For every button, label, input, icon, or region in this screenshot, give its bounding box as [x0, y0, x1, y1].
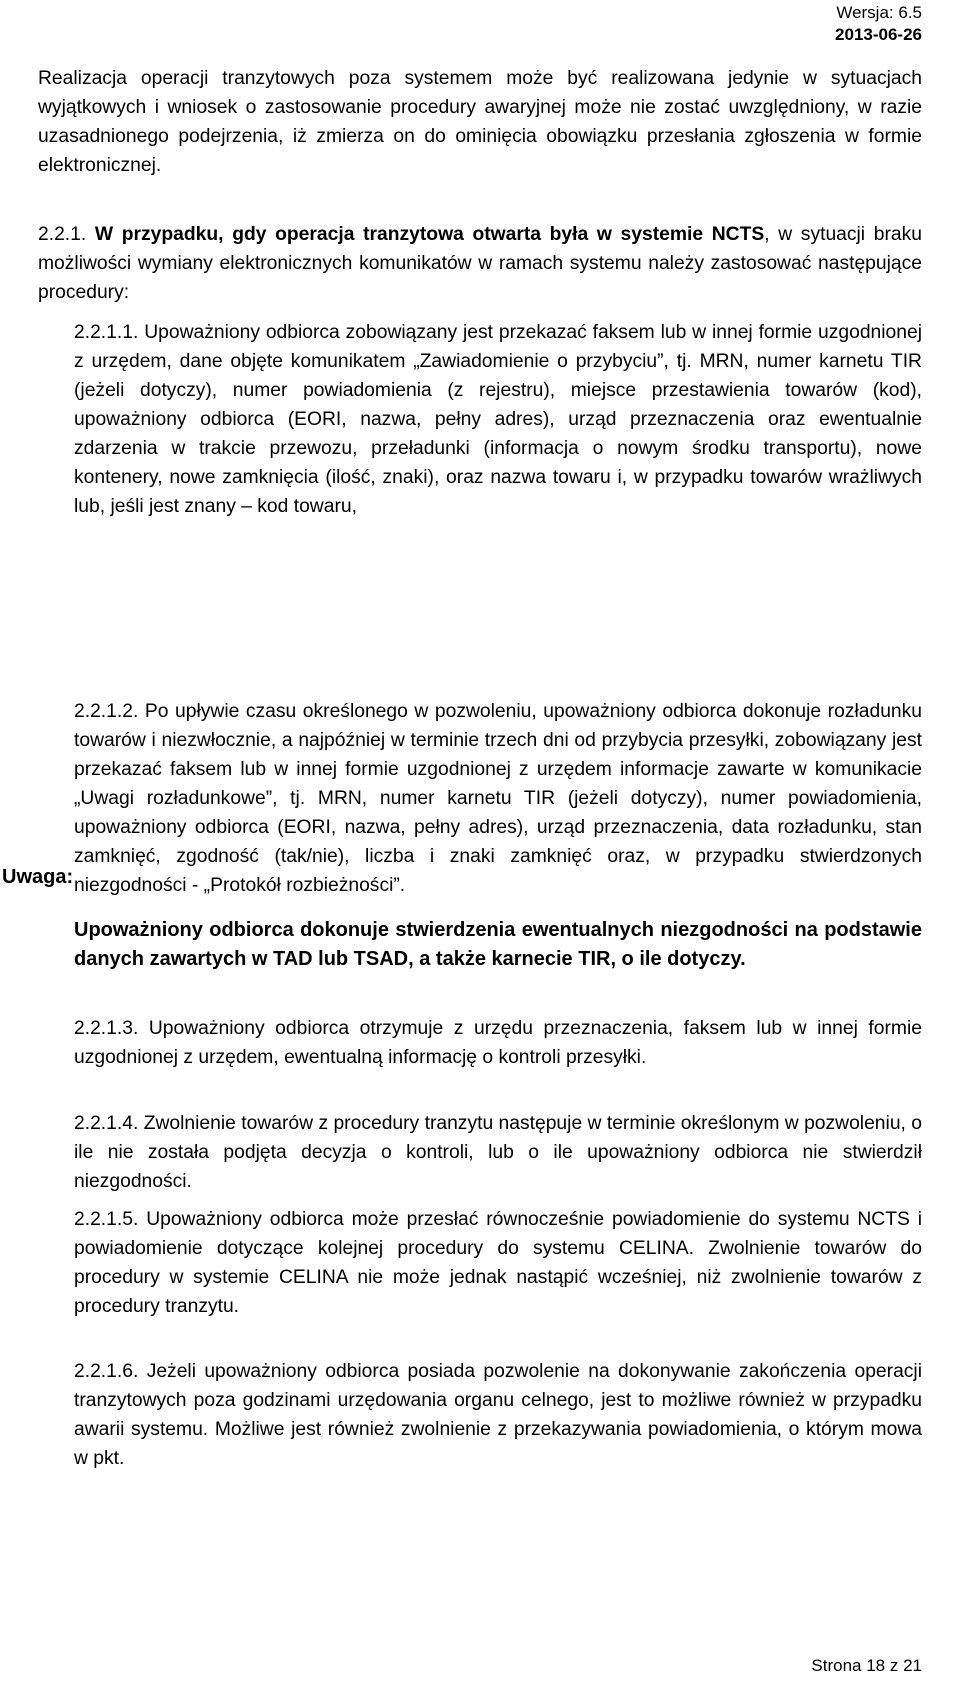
item-number: 2.2.1.2.	[74, 701, 139, 722]
section-2-2-1	[38, 220, 922, 307]
item-2-2-1-5	[74, 1205, 922, 1321]
item-2-2-1-4	[74, 1109, 922, 1196]
section-heading-bold: W przypadku, gdy operacja tranzytowa otwarta była w systemie NCTS	[94, 224, 765, 245]
item-number: 2.2.1.5.	[74, 1209, 139, 1230]
item-2-2-1-2	[74, 697, 922, 900]
item-2-2-1-3	[74, 1014, 922, 1072]
section-number: 2.2.1.	[38, 224, 87, 245]
item-number: 2.2.1.3.	[74, 1018, 139, 1039]
item-text: Jeżeli upoważniony odbiorca posiada pozwolenie na dokonywanie zakończenia operacji tranzytowych poza godzinami urzędowania organu celnego, jest to możliwe również w przypadku awarii systemu. Możliwe jest również zwolnienie z przekazywania powiadomienia, o którym mowa w pkt.	[74, 1361, 923, 1469]
intro-paragraph: Realizacja operacji tranzytowych poza systemem może być realizowana jedynie w sytuacjach wyjątkowych i wniosek o zastosowanie procedury awaryjnej może nie zostać uwzględniony, w razie uzasadnionego podejrzenia, iż zmierza on do ominięcia obowiązku przesłania zgłoszenia w formie elektronicznej.	[38, 68, 922, 176]
item-2-2-1-1	[74, 318, 922, 521]
item-text: Po upływie czasu określonego w pozwoleniu, upoważniony odbiorca dokonuje rozładunku towarów i niezwłocznie, a najpóźniej w terminie trzech dni od przybycia przesyłki, zobowiązany jest przekazać faksem lub w innej formie uzgodnionej z urzędem informacje zawarte w komunikacie „Uwagi rozładunkowe”, tj. MRN, numer karnetu TIR (jeżeli dotyczy), numer powiadomienia, upoważniony odbiorca (EORI, nazwa, pełny adres), urząd przeznaczenia, data rozładunku, stan zamknięć, zgodność (tak/nie), liczba i znaki zamknięć oraz, w przypadku stwierdzonych niezgodności - „Protokół rozbieżności”.	[74, 701, 923, 896]
item-text: Upoważniony odbiorca otrzymuje z urzędu przeznaczenia, faksem lub w innej formie uzgodnionej z urzędem, ewentualną informację o kontroli przesyłki.	[74, 1018, 922, 1068]
section-text: , w sytuacji braku możliwości wymiany elektronicznych komunikatów w ramach systemu należy zastosować następujące procedury:	[38, 224, 922, 303]
document-version: Wersja: 6.5	[836, 3, 922, 22]
note-text: Upoważniony odbiorca dokonuje stwierdzenia ewentualnych niezgodności na podstawie danych zawartych w TAD lub TSAD, a także karnecie TIR, o ile dotyczy.	[74, 919, 922, 970]
item-number: 2.2.1.6.	[74, 1361, 139, 1382]
item-text: Upoważniony odbiorca może przesłać równocześnie powiadomienie do systemu NCTS i powiadomienie dotyczące kolejnej procedury do systemu CELINA. Zwolnienie towarów do procedury w systemie CELINA nie może jednak nastąpić wcześniej, niż zwolnienie towarów z procedury tranzytu.	[74, 1209, 923, 1317]
item-text: Zwolnienie towarów z procedury tranzytu następuje w terminie określonym w pozwoleniu, o ile nie została podjęta decyzja o kontroli, lub o ile upoważniony odbiorca nie stwierdził niezgodności.	[74, 1113, 923, 1192]
item-number: 2.2.1.4.	[74, 1113, 139, 1134]
note-label: Uwaga:	[2, 866, 74, 888]
page-number: Strona 18 z 21	[811, 1656, 922, 1675]
item-number: 2.2.1.1.	[74, 322, 139, 343]
document-date: 2013-06-26	[835, 25, 922, 44]
item-text: Upoważniony odbiorca zobowiązany jest przekazać faksem lub w innej formie uzgodnionej z urzędem, dane objęte komunikatem „Zawiadomienie o przybyciu”, tj. MRN, numer karnetu TIR (jeżeli dotyczy), numer powiadomienia (z rejestru), miejsce przestawienia towarów (kod), upoważniony odbiorca (EORI, nazwa, pełny adres), urząd przeznaczenia oraz ewentualnie zdarzenia w trakcie przewozu, przeładunki (informacja o nowym środku transportu), nowe kontenery, nowe zamknięcia (ilość, znaki), oraz nazwa towaru i, w przypadku towarów wrażliwych lub, jeśli jest znany – kod towaru,	[74, 322, 922, 517]
item-2-2-1-6	[74, 1357, 922, 1473]
